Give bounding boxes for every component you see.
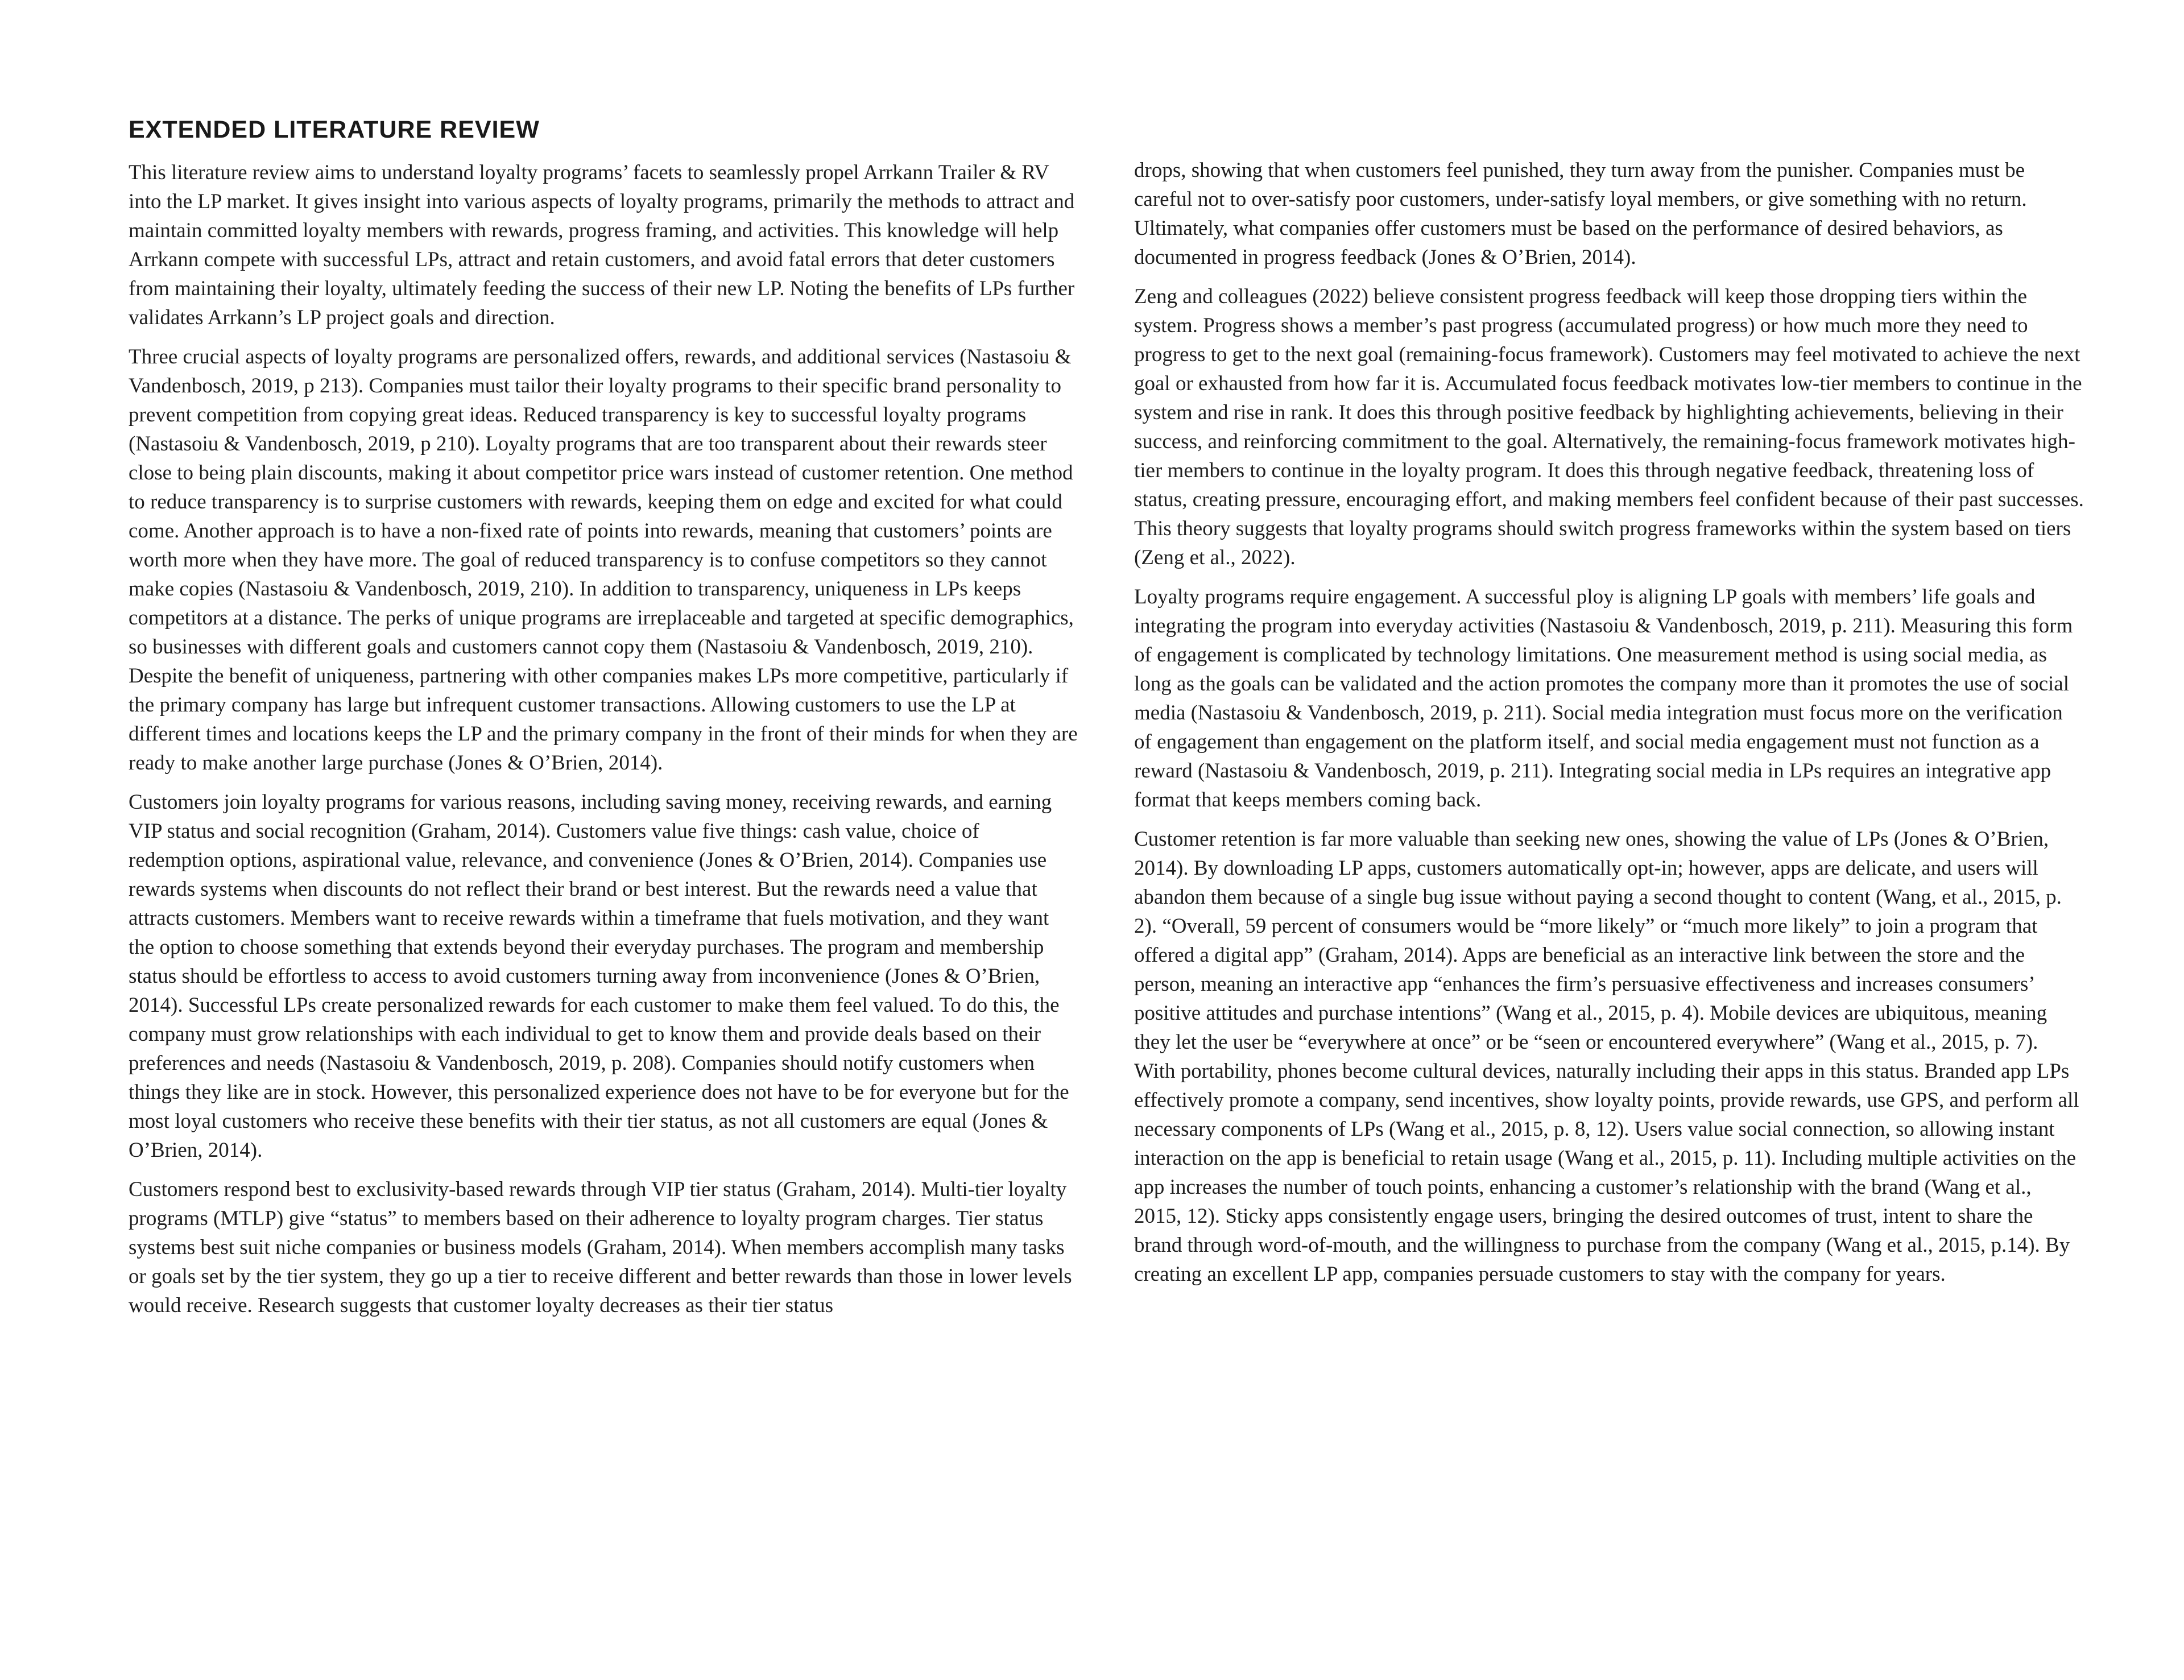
paragraph: Zeng and colleagues (2022) believe consistent progress feedback will keep those dropping tiers within the system. Progress shows a member’s past progress (accumulated progress) or how much more they need to progress to get to the next goal (remaining-focus framework). Customers may feel motivated to achieve the next goal or exhausted from how far it is. Accumulated focus feedback motivates low-tier members to continue in the system and rise in rank. It does this through positive feedback by highlighting achievements, believing in their success, and reinforcing commitment to the goal. Alternatively, the remaining-focus framework motivates high-tier members to continue in the loyalty program. It does this through negative feedback, threatening loss of status, creating pressure, encouraging effort, and making members feel confident because of their past successes. This theory suggests that loyalty programs should switch progress frameworks within the system based on tiers (Zeng et al., 2022). [1134, 285, 2084, 569]
paragraph: Customers join loyalty programs for various reasons, including saving money, receiving rewards, and earning VIP status and social recognition (Graham, 2014). Customers value five things: cash value, choice of redemption options, aspirational value, relevance, and convenience (Jones & O’Brien, 2014). Companies use rewards systems when discounts do not reflect their brand or best interest. But the rewards need a value that attracts customers. Members want to receive rewards within a timeframe that fuels motivation, and they want the option to choose something that extends beyond their everyday purchases. The program and membership status should be effortless to access to avoid customers turning away from inconvenience (Jones & O’Brien, 2014). Successful LPs create personalized rewards for each customer to make them feel valued. To do this, the company must grow relationships with each individual to get to know them and provide deals based on their preferences and needs (Nastasoiu & Vandenbosch, 2019, p. 208). Companies should notify customers when things they like are in stock. However, this personalized experience does not have to be for everyone but for the most loyal customers who receive these benefits with their tier status, as not all customers are equal (Jones & O’Brien, 2014). [129, 791, 1069, 1162]
paragraph: drops, showing that when customers feel punished, they turn away from the punisher. Companies must be careful not to over-satisfy poor customers, under-satisfy loyal members, or give something with no return. Ultimately, what companies offer customers must be based on the performance of desired behaviors, as documented in progress feedback (Jones & O’Brien, 2014). [1134, 159, 2027, 269]
paragraph: Three crucial aspects of loyalty programs are personalized offers, rewards, and additional services (Nastasoiu & Vandenbosch, 2019, p 213). Companies must tailor their loyalty programs to their specific brand personality to prevent competition from copying great ideas. Reduced transparency is key to successful loyalty programs (Nastasoiu & Vandenbosch, 2019, p 210). Loyalty programs that are too transparent about their rewards steer close to being plain discounts, making it about competitor price wars instead of customer retention. One method to reduce transparency is to surprise customers with rewards, keeping them on edge and excited for what could come. Another approach is to have a non-fixed rate of points into rewards, meaning that customers’ points are worth more when they have more. The goal of reduced transparency is to confuse competitors so they cannot make copies (Nastasoiu & Vandenbosch, 2019, 210). In addition to transparency, uniqueness in LPs keeps competitors at a distance. The perks of unique programs are irreplaceable and targeted at specific demographics, so businesses with different goals and customers cannot copy them (Nastasoiu & Vandenbosch, 2019, 210). Despite the benefit of uniqueness, partnering with other companies makes LPs more competitive, particularly if the primary company has large but infrequent customer transactions. Allowing customers to use the LP at different times and locations keeps the LP and the primary company in the front of their minds for when they are ready to make another large purchase (Jones & O’Brien, 2014). [129, 345, 1078, 775]
section-heading: EXTENDED LITERATURE REVIEW [129, 116, 540, 143]
paragraph: This literature review aims to understand loyalty programs’ facets to seamlessly propel Arrkann Trailer & RV into the LP market. It gives insight into various aspects of loyalty programs, primarily the methods to attract and maintain committed loyalty members with rewards, progress framing, and activities. This knowledge will help Arrkann compete with successful LPs, attract and retain customers, and avoid fatal errors that deter customers from maintaining their loyalty, ultimately feeding the success of their new LP. Noting the benefits of LPs further validates Arrkann’s LP project goals and direction. [129, 161, 1075, 329]
left-column [129, 158, 1078, 1330]
right-column [1134, 156, 2084, 1299]
paragraph: Customer retention is far more valuable than seeking new ones, showing the value of LPs (Jones & O’Brien, 2014). By downloading LP apps, customers automatically opt-in; however, apps are delicate, and users will abandon them because of a single bug issue without paying a second thought to content (Wang, et al., 2015, p. 2). “Overall, 59 percent of consumers would be “more likely” or “much more likely” to join a program that offered a digital app” (Graham, 2014). Apps are beneficial as an interactive link between the store and the person, meaning an interactive app “enhances the firm’s persuasive effectiveness and increases consumers’ positive attitudes and purchase intentions” (Wang et al., 2015, p. 4). Mobile devices are ubiquitous, meaning they let the user be “everywhere at once” or be “seen or encountered everywhere” (Wang et al., 2015, p. 7). With portability, phones become cultural devices, naturally including their apps in this status. Branded app LPs effectively promote a company, send incentives, show loyalty points, provide rewards, use GPS, and perform all necessary components of LPs (Wang et al., 2015, p. 8, 12). Users value social connection, so allowing instant interaction on the app is beneficial to retain usage (Wang et al., 2015, p. 11). Including multiple activities on the app increases the number of touch points, enhancing a customer’s relationship with the brand (Wang et al., 2015, 12). Sticky apps consistently engage users, bringing the desired outcomes of trust, intent to share the brand through word-of-mouth, and the willingness to purchase from the company (Wang et al., 2015, p.14). By creating an excellent LP app, companies persuade customers to stay with the company for years. [1134, 827, 2079, 1286]
paragraph: Loyalty programs require engagement. A successful ploy is aligning LP goals with members’ life goals and integrating the program into everyday activities (Nastasoiu & Vandenbosch, 2019, p. 211). Measuring this form of engagement is complicated by technology limitations. One measurement method is using social media, as long as the goals can be validated and the action promotes the company more than it promotes the use of social media (Nastasoiu & Vandenbosch, 2019, p. 211). Social media integration must focus more on the verification of engagement than engagement on the platform itself, and social media engagement must not function as a reward (Nastasoiu & Vandenbosch, 2019, p. 211). Integrating social media in LPs requires an integrative app format that keeps members coming back. [1134, 585, 2073, 812]
paragraph: Customers respond best to exclusivity-based rewards through VIP tier status (Graham, 2014). Multi-tier loyalty programs (MTLP) give “status” to members based on their adherence to loyalty program charges. Tier status systems best suit niche companies or business models (Graham, 2014). When members accomplish many tasks or goals set by the tier system, they go up a tier to receive different and better rewards than those in lower levels would receive. Research suggests that customer loyalty decreases as their tier status [129, 1178, 1072, 1317]
